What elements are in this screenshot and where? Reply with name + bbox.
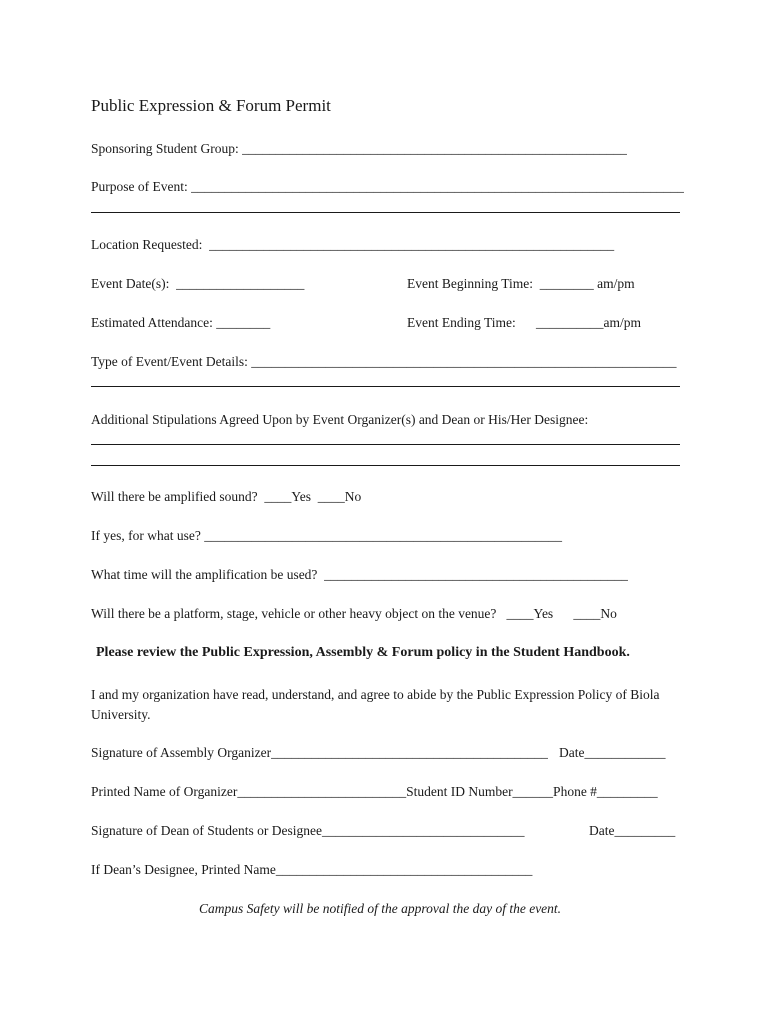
event-dates-field[interactable]: Event Date(s): ___________________ bbox=[91, 276, 305, 291]
footer-note: Campus Safety will be notified of the approval the day of the event. bbox=[199, 901, 562, 916]
form-title: Public Expression & Forum Permit bbox=[91, 96, 331, 115]
agreement-text-line-1: I and my organization have read, understand, and agree to abide by the Public Expression Policy of Biola bbox=[91, 687, 660, 702]
organizer-date-field[interactable]: Date____________ bbox=[559, 745, 666, 760]
amplification-use-field[interactable]: If yes, for what use? _____________________________________________________ bbox=[91, 528, 562, 543]
stipulations-label: Additional Stipulations Agreed Upon by Event Organizer(s) and Dean or His/Her Designee: bbox=[91, 412, 589, 427]
designee-printed-name-field[interactable]: If Dean’s Designee, Printed Name______________________________________ bbox=[91, 862, 533, 877]
dean-signature-field[interactable]: Signature of Dean of Students or Designee______________________________ bbox=[91, 823, 525, 838]
amplification-time-field[interactable]: What time will the amplification be used? _____________________________________________ bbox=[91, 567, 628, 582]
location-field[interactable]: Location Requested: ____________________________________________________________ bbox=[91, 237, 615, 252]
sponsoring-group-field[interactable]: Sponsoring Student Group: _________________________________________________________ bbox=[91, 141, 627, 156]
event-details-field[interactable]: Type of Event/Event Details: _______________________________________________________________ bbox=[91, 354, 677, 369]
purpose-field[interactable]: Purpose of Event: _________________________________________________________________________ bbox=[91, 179, 684, 194]
dean-date-field[interactable]: Date_________ bbox=[589, 823, 676, 838]
begin-time-field[interactable]: Event Beginning Time: ________ am/pm bbox=[407, 276, 635, 291]
event-details-continuation-line[interactable] bbox=[91, 386, 680, 387]
purpose-continuation-line[interactable] bbox=[91, 212, 680, 213]
agreement-text-line-2: University. bbox=[91, 707, 151, 722]
stipulations-line-1[interactable] bbox=[91, 444, 680, 445]
end-time-field[interactable]: Event Ending Time: __________am/pm bbox=[407, 315, 642, 330]
platform-field[interactable]: Will there be a platform, stage, vehicle or other heavy object on the venue? ____Yes ____No bbox=[91, 606, 617, 621]
organizer-signature-field[interactable]: Signature of Assembly Organizer_________________________________________ bbox=[91, 745, 548, 760]
review-notice: Please review the Public Expression, Assembly & Forum policy in the Student Handbook. bbox=[96, 645, 630, 660]
attendance-field[interactable]: Estimated Attendance: ________ bbox=[91, 315, 271, 330]
amplified-sound-field[interactable]: Will there be amplified sound? ____Yes ____No bbox=[91, 489, 362, 504]
organizer-printed-name-field[interactable]: Printed Name of Organizer_________________________Student ID Number______Phone #_________ bbox=[91, 784, 658, 799]
stipulations-line-2[interactable] bbox=[91, 465, 680, 466]
